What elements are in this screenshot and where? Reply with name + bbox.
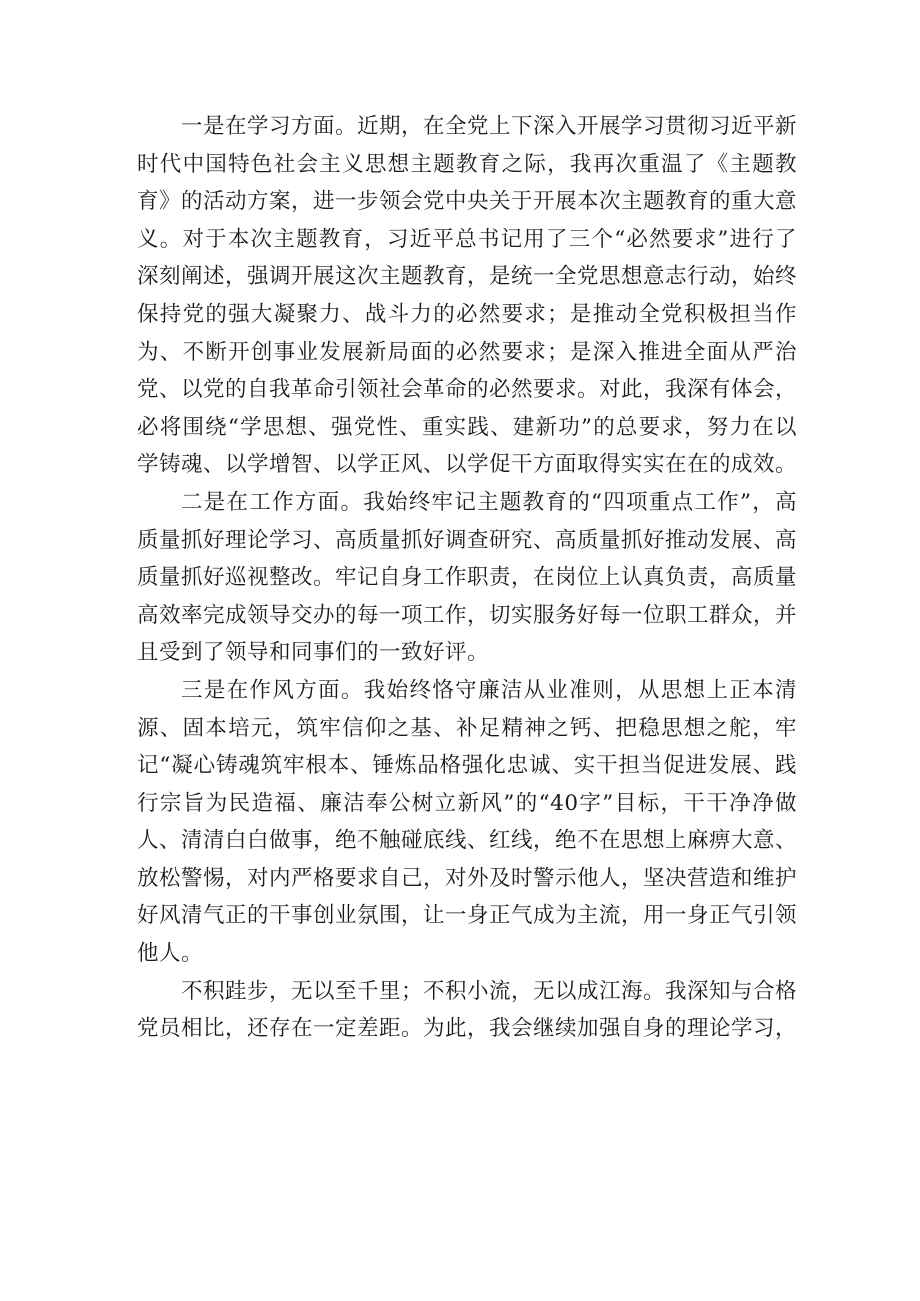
paragraph-conduct: 三是在作风方面。我始终恪守廉洁从业准则，从思想上正本清源、固本培元，筑牢信仰之基、补足精神之钙、把稳思想之舵，牢记“凝心铸魂筑牢根本、锤炼品格强化忠诚、实干担当促进发展、践行宗旨为民造福、廉洁奉公树立新风”的“40字”目标，干干净净做人、清清白白做事，绝不触碰底线、红线，绝不在思想上麻痹大意、放松警惕，对内严格要求自己，对外及时警示他人，坚决营造和维护好风清气正的干事创业氛围，让一身正气成为主流，用一身正气引领他人。 bbox=[137, 677, 798, 967]
document-body bbox=[137, 108, 797, 1048]
paragraph-work: 二是在工作方面。我始终牢记主题教育的“四项重点工作”，高质量抓好理论学习、高质量抓好调查研究、高质量抓好推动发展、高质量抓好巡视整改。牢记自身工作职责，在岗位上认真负责，高质量高效率完成领导交办的每一项工作，切实服务好每一位职工群众，并且受到了领导和同事们的一致好评。 bbox=[137, 489, 798, 666]
paragraph-study: 一是在学习方面。近期，在全党上下深入开展学习贯彻习近平新时代中国特色社会主义思想主题教育之际，我再次重温了《主题教育》的活动方案，进一步领会党中央关于开展本次主题教育的重大意义。对于本次主题教育，习近平总书记用了三个“必然要求”进行了深刻阐述，强调开展这次主题教育，是统一全党思想意志行动，始终保持党的强大凝聚力、战斗力的必然要求；是推动全党积极担当作为、不断开创事业发展新局面的必然要求；是深入推进全面从严治党、以党的自我革命引领社会革命的必然要求。对此，我深有体会，必将围绕“学思想、强党性、重实践、建新功”的总要求，努力在以学铸魂、以学增智、以学正风、以学促干方面取得实实在在的成效。 bbox=[137, 114, 798, 478]
paragraph-conclusion: 不积跬步，无以至千里；不积小流，无以成江海。我深知与合格党员相比，还存在一定差距。为此，我会继续加强自身的理论学习， bbox=[137, 978, 798, 1042]
